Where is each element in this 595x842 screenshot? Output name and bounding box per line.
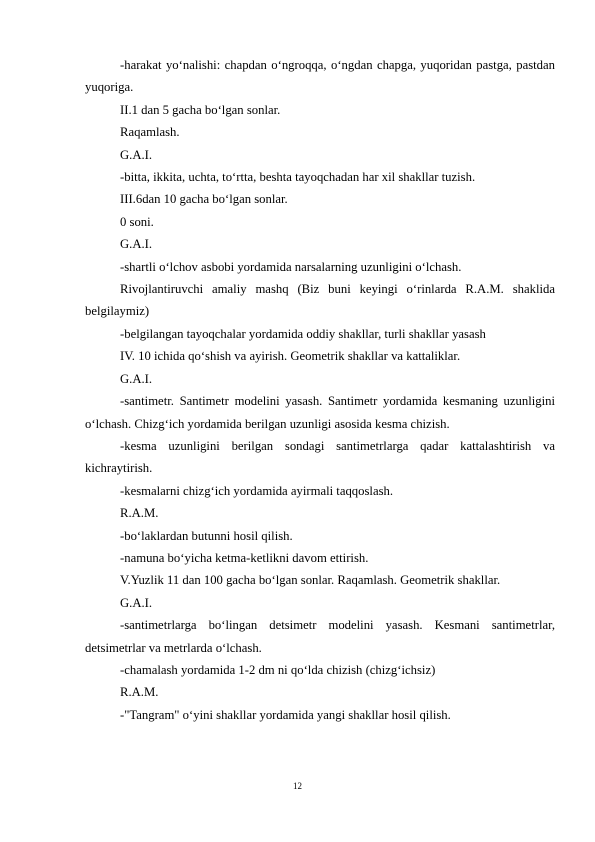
paragraph: II.1 dan 5 gacha bo‘lgan sonlar. [120,102,281,117]
paragraph: IV. 10 ichida qo‘shish va ayirish. Geometrik shakllar va kattaliklar. [120,349,461,364]
paragraph: R.A.M. [120,506,159,521]
paragraph: G.A.I. [120,237,153,252]
paragraph: G.A.I. [120,147,153,162]
paragraph: -kesmalarni chizg‘ich yordamida ayirmali taqqoslash. [120,483,394,498]
paragraph: 0 soni. [120,214,154,229]
document-body [85,54,555,726]
paragraph: -belgilangan tayoqchalar yordamida oddiy shakllar, turli shakllar yasash [120,326,486,341]
paragraph: -bitta, ikkita, uchta, to‘rtta, beshta tayoqchadan har xil shakllar tuzish. [120,170,476,185]
paragraph: G.A.I. [120,595,153,610]
paragraph: -shartli o‘lchov asbobi yordamida narsalarning uzunligini o‘lchash. [120,259,462,274]
paragraph: -harakat yo‘nalishi: chapdan o‘ngroqqa, o‘ngdan chapga, yuqoridan pastga, pastdan yuqoriga. [85,58,555,95]
paragraph: -santimetr. Santimetr modelini yasash. Santimetr yordamida kesmaning uzunligini o‘lchash. Chizg‘ich yordamida berilgan uzunligi asosida kesma chizish. [85,394,555,431]
paragraph: III.6dan 10 gacha bo‘lgan sonlar. [120,192,288,207]
paragraph: -chamalash yordamida 1-2 dm ni qo‘lda chizish (chizg‘ichsiz) [120,662,436,677]
paragraph: Raqamlash. [120,125,180,140]
page-number: 12 [293,781,302,791]
paragraph: G.A.I. [120,371,153,386]
paragraph: -kesma uzunligini berilgan sondagi santimetrlarga qadar kattalashtirish va kichraytirish. [85,438,555,476]
paragraph: V.Yuzlik 11 dan 100 gacha bo‘lgan sonlar. Raqamlash. Geometrik shakllar. [120,573,501,588]
paragraph: -bo‘laklardan butunni hosil qilish. [120,528,293,543]
paragraph: -"Tangram" o‘yini shakllar yordamida yangi shakllar hosil qilish. [120,707,451,722]
paragraph: Rivojlantiruvchi amaliy mashq (Biz buni keyingi o‘rinlarda R.A.M. shaklida belgilaymiz) [85,282,555,319]
paragraph: -santimetrlarga bo‘lingan detsimetr modelini yasash. Kesmani santimetrlar, detsimetrlar va metrlarda o‘lchash. [85,618,555,655]
paragraph: R.A.M. [120,685,159,700]
paragraph: -namuna bo‘yicha ketma-ketlikni davom ettirish. [120,550,369,565]
